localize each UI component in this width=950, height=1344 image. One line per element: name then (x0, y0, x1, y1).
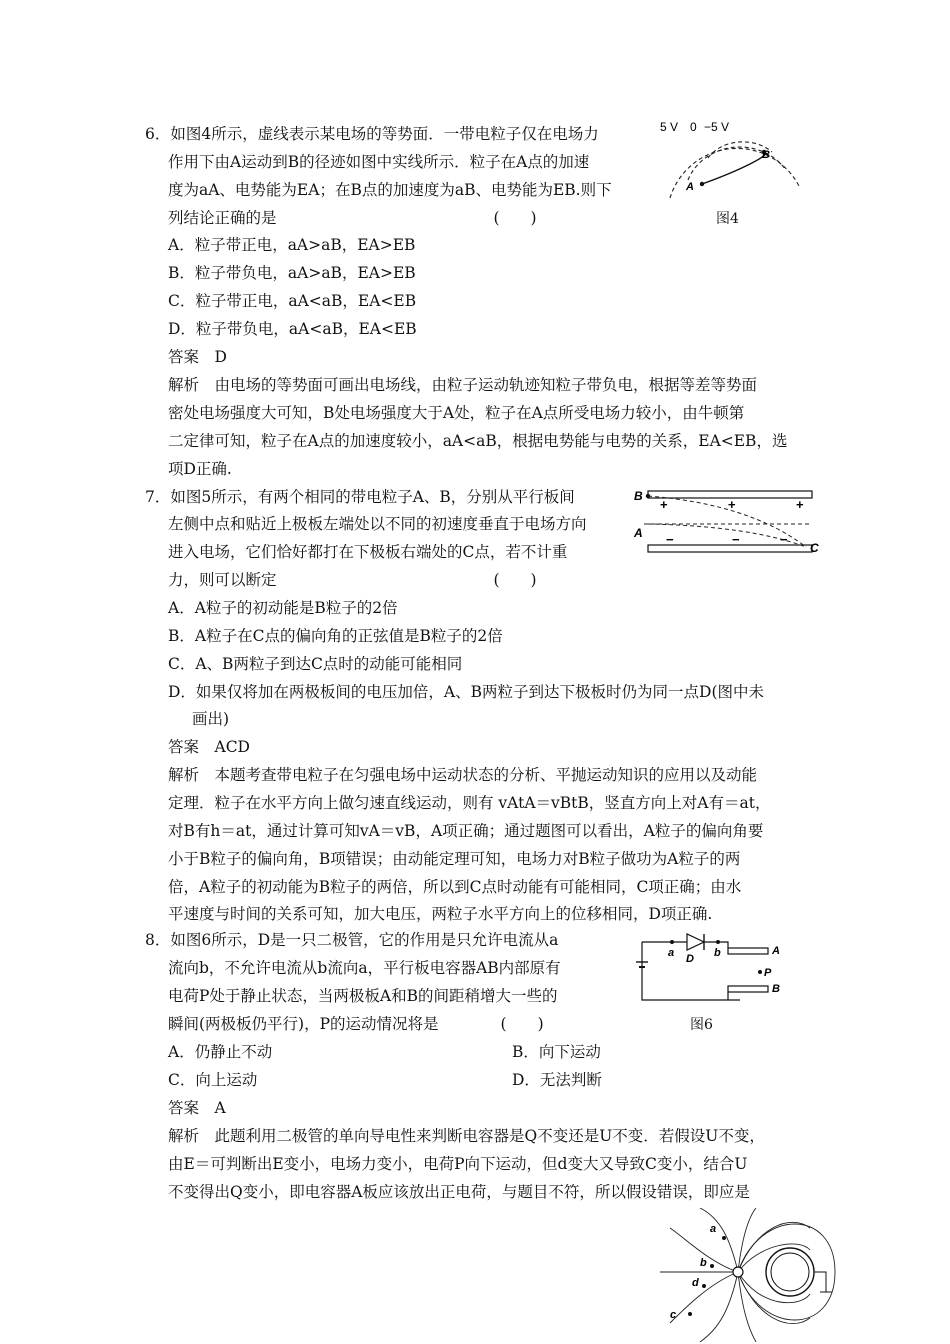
q6-analysis-1: 解析 由电场的等势面可画出电场线，由粒子运动轨迹知粒子带负电，根据等差等势面 (168, 376, 758, 394)
q7-option-c: C．A、B两粒子到达C点时的动能可能相同 (168, 655, 463, 673)
field-line-8 (738, 1272, 756, 1342)
circuit-left-bottom-wire (642, 942, 740, 1000)
q8-answer: 答案 A (168, 1099, 226, 1117)
q8-line-2: 流向b，不允许电流从b流向a，平行板电容器AB内部原有 (168, 959, 561, 977)
q8-analysis-1: 解析 此题利用二极管的单向导电性来判断电容器是Q不变还是U不变．若假设U不变， (168, 1127, 765, 1145)
q6-option-d: D．粒子带负电，aA<aB，EA<EB (168, 320, 417, 338)
figure-6-caption: 图6 (690, 1017, 713, 1033)
label-d: d (692, 1277, 699, 1289)
field-line-7 (700, 1272, 738, 1342)
label-b: B (762, 149, 770, 161)
q6-option-a: A．粒子带正电，aA>aB，EA>EB (168, 236, 416, 254)
label-a: A (634, 526, 643, 540)
figure-5-parallel-plates (630, 484, 820, 564)
point-a-dot (700, 182, 704, 186)
point-a-dot (722, 1236, 726, 1240)
q8-line-1: 8．如图6所示，D是一只二极管，它的作用是只允许电流从a (145, 931, 559, 949)
minus-sign-3: − (780, 532, 788, 547)
q7-line-1: 7．如图5所示，有两个相同的带电粒子A、B，分别从平行板间 (145, 488, 575, 506)
field-line-4 (738, 1244, 810, 1272)
field-line-11 (670, 1272, 738, 1323)
label-b: b (714, 947, 721, 959)
diode-triangle (687, 934, 704, 950)
label-a: a (668, 947, 675, 959)
label-p: P (764, 967, 772, 979)
q7-option-d-continued: 画出) (192, 710, 230, 728)
node-a-dot (670, 940, 674, 944)
charge-p-dot (758, 970, 762, 974)
label-5v: 5 V (660, 120, 679, 134)
q6-line-4: 列结论正确的是 ( ) (168, 209, 537, 227)
q7-option-d: D．如果仅将加在两极板间的电压加倍，A、B两粒子到达下极板时仍为同一点D(图中未 (168, 683, 764, 701)
point-d-dot (702, 1284, 706, 1288)
q6-line-2: 作用下由A运动到B的径迹如图中实线所示．粒子在A点的加速 (168, 153, 590, 171)
q7-line-2: 左侧中点和贴近上极板左端处以不同的初速度垂直于电场方向 (168, 515, 587, 533)
conductor-sphere-inner (771, 1253, 809, 1291)
label-a: A (686, 181, 694, 193)
q7-line-3: 进入电场，它们恰好都打在下极板右端处的C点，若不计重 (168, 543, 568, 561)
label-b: b (700, 1257, 707, 1269)
label-0v: 0 (690, 120, 697, 134)
q6-option-c: C．粒子带正电，aA<aB，EA<EB (168, 292, 417, 310)
label-minus-5v: −5 V (704, 120, 730, 134)
figure-field-lines-diagram (660, 1208, 840, 1342)
conductor-sphere-outer (766, 1248, 814, 1296)
label-d: D (686, 953, 694, 965)
q8-line-3: 电荷P处于静止状态，当两极板A和B的间距稍增大一些的 (168, 987, 558, 1005)
q8-option-b: B．向下运动 (512, 1043, 601, 1061)
ground-wire (814, 1272, 826, 1292)
figure-4-caption: 图4 (716, 211, 739, 227)
label-plate-b: B (772, 983, 780, 995)
label-plate-a: A (772, 945, 780, 957)
q8-option-a: A．仍静止不动 (168, 1043, 273, 1061)
q6-line-3: 度为aA、电势能为EA；在B点的加速度为aB、电势能为EB.则下 (168, 181, 612, 199)
plus-sign-3: + (796, 497, 804, 512)
q6-analysis-3: 二定律可知，粒子在A点的加速度较小，aA<aB，根据电势能与电势的关系，EA<EB，选 (168, 432, 788, 450)
q7-option-b: B．A粒子在C点的偏向角的正弦值是B粒子的2倍 (168, 627, 503, 645)
q6-line-1: 6．如图4所示，虚线表示某电场的等势面．一带电粒子仅在电场力 (145, 125, 599, 143)
q8-analysis-2: 由E＝可判断出E变小，电场力变小，电荷P向下运动，但d变大又导致C变小，结合U (168, 1155, 748, 1173)
field-line-6 (738, 1272, 810, 1324)
q6-answer: 答案 D (168, 348, 227, 366)
q7-analysis-3: 对B有h＝at，通过计算可知vA＝vB，A项正确；通过题图可以看出，A粒子的偏向角要 (168, 822, 764, 840)
q7-analysis-4: 小于B粒子的偏向角，B项错误；由动能定理可知，电场力对B粒子做功为A粒子的两 (168, 850, 741, 868)
q8-option-c: C．向上运动 (168, 1071, 258, 1089)
q7-answer: 答案 ACD (168, 738, 250, 756)
q7-analysis-1: 解析 本题考查带电粒子在匀强电场中运动状态的分析、平抛运动知识的应用以及动能 (168, 766, 758, 784)
trajectory-line (702, 152, 765, 184)
point-c-dot (688, 1312, 692, 1316)
label-c: c (670, 1309, 677, 1321)
plus-sign-1: + (660, 497, 668, 512)
q8-line-4: 瞬间(两极板仍平行)，P的运动情况将是 ( ) (168, 1015, 544, 1033)
label-b: B (634, 489, 643, 503)
plate-a (728, 948, 768, 954)
q8-analysis-3: 不变得出Q变小，即电容器A板应该放出正电荷，与题目不符，所以假设错误，即应是 (168, 1183, 750, 1201)
minus-sign-1: − (666, 532, 674, 547)
q6-analysis-4: 项D正确. (168, 460, 232, 478)
point-b-dot (710, 1264, 714, 1268)
q7-analysis-5: 倍，A粒子的初动能为B粒子的两倍，所以到C点时动能有可能相同，C项正确；由水 (168, 878, 742, 896)
plate-b (728, 986, 768, 992)
q7-analysis-2: 定理．粒子在水平方向上做匀速直线运动，则有 vAtA＝vBtB，竖直方向上对A有＝at， (168, 794, 771, 812)
q7-option-a: A．A粒子的初动能是B粒子的2倍 (168, 599, 398, 617)
node-b-dot (716, 940, 720, 944)
label-a: a (710, 1223, 717, 1235)
q7-analysis-6: 平速度与时间的关系可知，加大电压，两粒子水平方向上的位移相同，D项正确. (168, 905, 713, 923)
field-line-5 (738, 1272, 810, 1303)
point-charge (733, 1267, 743, 1277)
label-c: C (810, 541, 819, 555)
q6-analysis-2: 密处电场强度大可知，B处电场强度大于A处，粒子在A点所受电场力较小，由牛顿第 (168, 404, 745, 422)
plus-sign-2: + (728, 497, 736, 512)
q6-option-b: B．粒子带负电，aA>aB，EA>EB (168, 264, 416, 282)
minus-sign-2: − (732, 532, 740, 547)
figure-6-diode-capacitor-circuit (632, 928, 792, 1010)
q8-option-d: D．无法判断 (512, 1071, 602, 1089)
q7-line-4: 力，则可以断定 ( ) (168, 571, 537, 589)
